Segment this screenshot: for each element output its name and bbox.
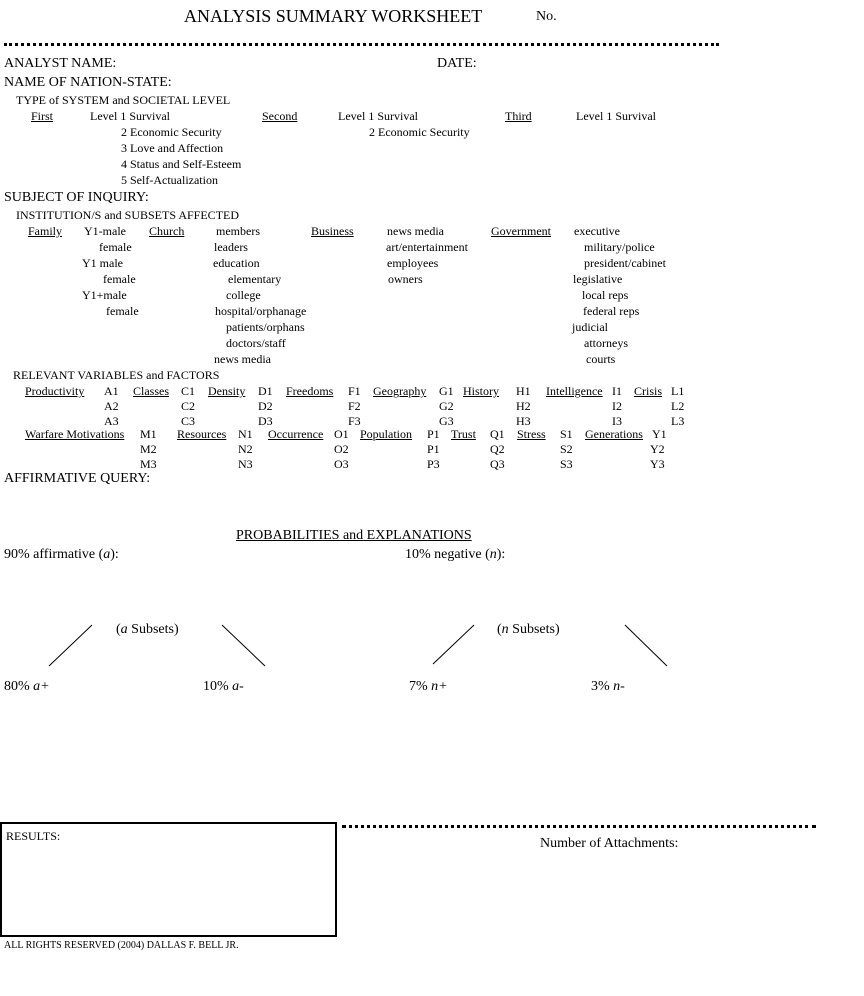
second-level-2: 2 Economic Security <box>369 125 470 139</box>
business-item: news media <box>387 224 444 238</box>
var-code: I2 <box>612 399 622 413</box>
government-item: executive <box>574 224 620 238</box>
system-third: Third <box>505 109 532 123</box>
church-item: college <box>226 288 261 302</box>
family-item: Y1 male <box>82 256 123 270</box>
var-warfare-motivations: Warfare Motivations <box>25 427 125 441</box>
branch-line <box>222 625 265 666</box>
var-code: O2 <box>334 442 349 456</box>
var-code: M3 <box>140 457 157 471</box>
first-level-3: 3 Love and Affection <box>121 141 224 155</box>
government-item: federal reps <box>583 304 640 318</box>
government-item: judicial <box>572 320 608 334</box>
var-code: P1 <box>427 442 440 456</box>
var-code: L1 <box>671 384 685 398</box>
var-code: D3 <box>258 414 273 428</box>
n-subsets-label: (n Subsets) <box>497 622 560 637</box>
government-item: military/police <box>584 240 655 254</box>
var-code: C3 <box>181 414 196 428</box>
var-crisis: Crisis <box>634 384 663 398</box>
third-level-1: Level 1 Survival <box>576 109 656 123</box>
family-item: female <box>99 240 132 254</box>
first-level-2: 2 Economic Security <box>121 125 222 139</box>
var-code: I1 <box>612 384 622 398</box>
var-code: A2 <box>104 399 119 413</box>
business-label: Business <box>311 224 354 238</box>
var-code: P1 <box>427 427 440 441</box>
var-intelligence: Intelligence <box>546 384 603 398</box>
var-code: C1 <box>181 384 196 398</box>
var-code: G1 <box>439 384 454 398</box>
church-item: patients/orphans <box>226 320 305 334</box>
var-code: I3 <box>612 414 622 428</box>
var-code: F3 <box>348 414 361 428</box>
var-stress: Stress <box>517 427 546 441</box>
var-density: Density <box>208 384 246 398</box>
family-item: female <box>106 304 139 318</box>
business-item: owners <box>388 272 423 286</box>
results-box <box>0 822 337 937</box>
n-minus-probability: 3% n- <box>591 679 625 694</box>
a-plus-probability: 80% a+ <box>4 679 50 694</box>
church-item: doctors/staff <box>226 336 286 350</box>
var-code: H1 <box>516 384 531 398</box>
var-code: Q2 <box>490 442 505 456</box>
family-item: Y1-male <box>84 224 126 238</box>
var-code: F1 <box>348 384 361 398</box>
copyright-notice: ALL RIGHTS RESERVED (2004) DALLAS F. BELL JR. <box>4 940 239 951</box>
var-code: S1 <box>560 427 573 441</box>
var-generations: Generations <box>585 427 643 441</box>
church-label: Church <box>149 224 185 238</box>
government-label: Government <box>491 224 551 238</box>
var-code: G3 <box>439 414 454 428</box>
var-code: N3 <box>238 457 253 471</box>
var-trust: Trust <box>451 427 476 441</box>
first-level-4: 4 Status and Self-Esteem <box>121 157 242 171</box>
church-item: education <box>213 256 260 270</box>
institutions-heading: INSTITUTION/S and SUBSETS AFFECTED <box>16 208 240 222</box>
system-first: First <box>31 109 54 123</box>
analyst-name-label: ANALYST NAME: <box>4 56 117 71</box>
government-item: courts <box>586 352 616 366</box>
nation-state-label: NAME OF NATION-STATE: <box>4 75 172 90</box>
probabilities-heading: PROBABILITIES and EXPLANATIONS <box>236 528 472 543</box>
family-label: Family <box>28 224 63 238</box>
negative-probability: 10% negative (n): <box>405 547 506 562</box>
var-code: O3 <box>334 457 349 471</box>
var-code: A3 <box>104 414 119 428</box>
church-item: news media <box>214 352 271 366</box>
affirmative-probability: 90% affirmative (a): <box>4 547 119 562</box>
attachments-label: Number of Attachments: <box>540 836 679 851</box>
branch-line <box>625 625 667 666</box>
worksheet-title: ANALYSIS SUMMARY WORKSHEET <box>184 6 483 26</box>
var-code: P3 <box>427 457 440 471</box>
var-code: C2 <box>181 399 196 413</box>
var-population: Population <box>360 427 413 441</box>
var-code: A1 <box>104 384 119 398</box>
var-code: D1 <box>258 384 273 398</box>
government-item: attorneys <box>584 336 628 350</box>
subject-heading: SUBJECT OF INQUIRY: <box>4 190 149 205</box>
var-code: M2 <box>140 442 157 456</box>
church-item: members <box>216 224 260 238</box>
var-productivity: Productivity <box>25 384 85 398</box>
affirmative-query-label: AFFIRMATIVE QUERY: <box>4 471 151 486</box>
variables-heading: RELEVANT VARIABLES and FACTORS <box>13 368 220 382</box>
family-item: Y1+male <box>82 288 127 302</box>
business-item: employees <box>387 256 439 270</box>
var-code: H2 <box>516 399 531 413</box>
church-item: leaders <box>214 240 248 254</box>
var-code: Y3 <box>650 457 665 471</box>
a-subsets-label: (a Subsets) <box>116 622 179 637</box>
results-divider <box>342 825 816 828</box>
second-level-1: Level 1 Survival <box>338 109 418 123</box>
church-item: hospital/orphanage <box>215 304 307 318</box>
a-minus-probability: 10% a- <box>203 679 244 694</box>
family-item: female <box>103 272 136 286</box>
var-code: M1 <box>140 427 157 441</box>
government-item: legislative <box>573 272 623 286</box>
var-code: L3 <box>671 414 685 428</box>
var-code: Q1 <box>490 427 505 441</box>
government-item: local reps <box>582 288 629 302</box>
var-classes: Classes <box>133 384 169 398</box>
system-level-heading: TYPE of SYSTEM and SOCIETAL LEVEL <box>16 93 231 107</box>
var-code: S3 <box>560 457 573 471</box>
var-history: History <box>463 384 499 398</box>
var-freedoms: Freedoms <box>286 384 334 398</box>
var-code: F2 <box>348 399 361 413</box>
var-code: H3 <box>516 414 531 428</box>
var-code: S2 <box>560 442 573 456</box>
var-code: D2 <box>258 399 273 413</box>
var-code: L2 <box>671 399 685 413</box>
var-code: Y1 <box>652 427 667 441</box>
first-level-5: 5 Self-Actualization <box>121 173 218 187</box>
branch-line <box>433 625 474 664</box>
var-code: Q3 <box>490 457 505 471</box>
var-code: N2 <box>238 442 253 456</box>
results-label: RESULTS: <box>6 829 61 843</box>
var-code: Y2 <box>650 442 665 456</box>
church-item: elementary <box>228 272 282 286</box>
n-plus-probability: 7% n+ <box>409 679 448 694</box>
business-item: art/entertainment <box>386 240 468 254</box>
first-level-1: Level 1 Survival <box>90 109 170 123</box>
var-resources: Resources <box>177 427 227 441</box>
government-item: president/cabinet <box>584 256 666 270</box>
date-label: DATE: <box>437 56 477 71</box>
var-geography: Geography <box>373 384 427 398</box>
number-label: No. <box>536 9 557 24</box>
var-code: N1 <box>238 427 253 441</box>
var-code: O1 <box>334 427 349 441</box>
system-second: Second <box>262 109 298 123</box>
var-code: G2 <box>439 399 454 413</box>
branch-line <box>49 625 92 666</box>
var-occurrence: Occurrence <box>268 427 324 441</box>
